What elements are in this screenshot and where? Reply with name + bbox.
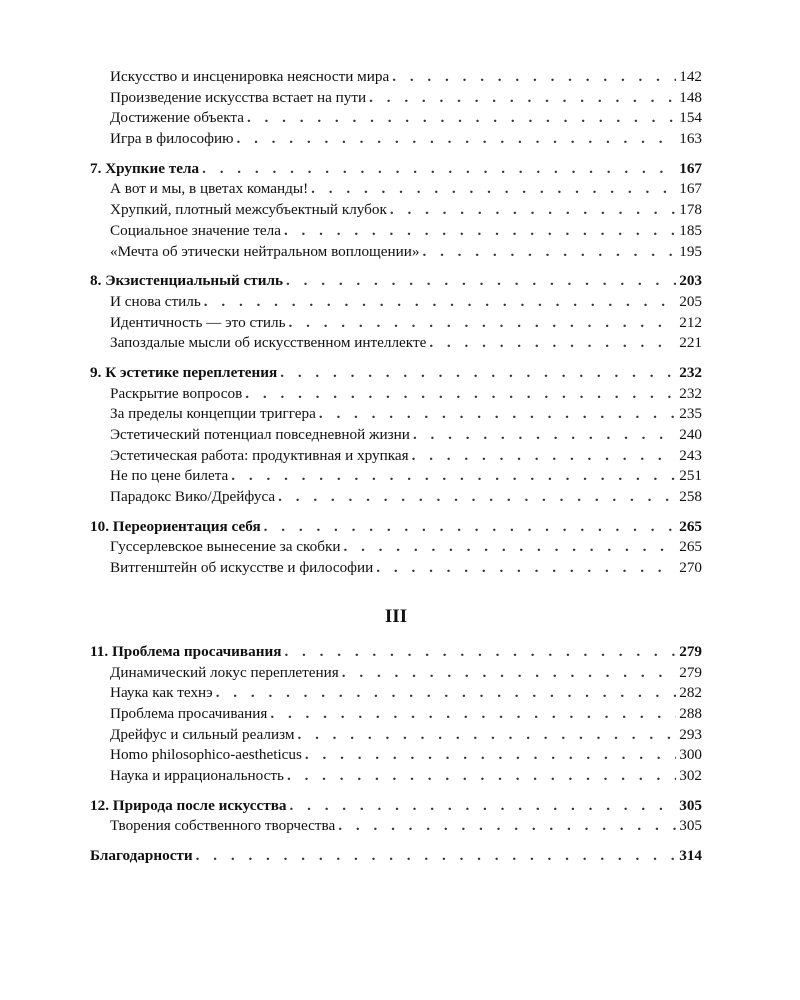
- toc-chapter-group: [90, 271, 702, 354]
- entry-title: Благодарности: [90, 847, 193, 864]
- dot-leader: [319, 404, 676, 425]
- toc-section-entry[interactable]: [90, 446, 702, 467]
- entry-title: Наука и иррациональность: [110, 766, 284, 784]
- entry-title: За пределы концепции триггера: [110, 405, 316, 423]
- toc-section-entry[interactable]: [90, 67, 702, 88]
- dot-leader: [342, 663, 676, 684]
- dot-leader: [196, 846, 677, 867]
- entry-page-number: 185: [679, 221, 702, 239]
- entry-page-number: 270: [679, 559, 702, 577]
- entry-page-number: 203: [679, 272, 702, 290]
- entry-title: «Мечта об этически нейтральном воплощении»: [110, 242, 420, 260]
- entry-page-number: 265: [679, 517, 702, 535]
- entry-page-number: 163: [679, 130, 702, 148]
- toc-section-entry[interactable]: [90, 384, 702, 405]
- dot-leader: [287, 766, 676, 787]
- entry-page-number: 221: [679, 334, 702, 352]
- toc-section-entry[interactable]: [90, 683, 702, 704]
- entry-page-number: 142: [679, 68, 702, 85]
- entry-title: 10. Переориентация себя: [90, 517, 261, 535]
- toc-section-entry[interactable]: [90, 88, 702, 109]
- dot-leader: [245, 384, 676, 405]
- entry-title: 8. Экзистенциальный стиль: [90, 272, 284, 290]
- dot-leader: [247, 108, 676, 129]
- part-heading: III: [384, 605, 408, 627]
- entry-title: Искусство и инсценировка неясности мира: [110, 68, 390, 85]
- entry-page-number: 235: [679, 405, 702, 423]
- toc-chapter-entry[interactable]: [90, 642, 702, 663]
- dot-leader: [280, 363, 676, 384]
- toc-chapter-entry[interactable]: [90, 796, 702, 817]
- entry-title: 7. Хрупкие тела: [90, 159, 200, 177]
- entry-title: Homo philosophico-aestheticus: [110, 746, 302, 764]
- dot-leader: [290, 796, 677, 817]
- entry-page-number: 205: [679, 292, 702, 310]
- toc-section-part-three: [90, 642, 702, 867]
- table-of-contents: [90, 67, 702, 876]
- toc-chapter-group: [90, 67, 702, 150]
- entry-page-number: 305: [679, 796, 702, 814]
- entry-title: И снова стиль: [110, 292, 201, 310]
- toc-section-entry[interactable]: [90, 292, 702, 313]
- toc-section-entry[interactable]: [90, 537, 702, 558]
- entry-title: Хрупкий, плотный межсубъектный клубок: [110, 201, 387, 219]
- dot-leader: [392, 67, 676, 88]
- toc-section-entry[interactable]: [90, 466, 702, 487]
- toc-chapter-group: [90, 846, 702, 867]
- toc-chapter-group: [90, 159, 702, 262]
- entry-page-number: 167: [679, 159, 702, 177]
- entry-page-number: 232: [679, 384, 702, 402]
- entry-page-number: 279: [679, 642, 702, 660]
- dot-leader: [390, 200, 676, 221]
- toc-section-entry[interactable]: [90, 663, 702, 684]
- dot-leader: [216, 683, 677, 704]
- toc-section-entry[interactable]: [90, 404, 702, 425]
- entry-title: Игра в философию: [110, 130, 234, 148]
- dot-leader: [343, 537, 676, 558]
- entry-title: 9. К эстетике переплетения: [90, 363, 278, 381]
- dot-leader: [369, 88, 676, 109]
- entry-page-number: 251: [679, 467, 702, 485]
- entry-page-number: 154: [679, 109, 702, 127]
- toc-chapter-group: [90, 642, 702, 787]
- dot-leader: [286, 271, 676, 292]
- toc-section-entry[interactable]: [90, 425, 702, 446]
- entry-title: Достижение объекта: [110, 109, 244, 127]
- entry-page-number: 212: [679, 313, 702, 331]
- toc-section-entry[interactable]: [90, 558, 702, 579]
- entry-title: 12. Природа после искусства: [90, 796, 287, 814]
- dot-leader: [284, 642, 676, 663]
- dot-leader: [429, 333, 676, 354]
- entry-page-number: 293: [679, 725, 702, 743]
- toc-chapter-entry[interactable]: [90, 846, 702, 867]
- entry-page-number: 178: [679, 201, 702, 219]
- entry-title: Гуссерлевское вынесение за скобки: [110, 538, 341, 556]
- entry-title: Социальное значение тела: [110, 221, 281, 239]
- entry-title: Парадокс Вико/Дрейфуса: [110, 488, 276, 506]
- toc-section-entry[interactable]: [90, 108, 702, 129]
- entry-page-number: 258: [679, 488, 702, 506]
- dot-leader: [204, 292, 676, 313]
- toc-section-entry[interactable]: [90, 745, 702, 766]
- dot-leader: [311, 179, 676, 200]
- entry-title: Витгенштейн об искусстве и философии: [110, 559, 374, 577]
- dot-leader: [270, 704, 676, 725]
- toc-section-entry[interactable]: [90, 200, 702, 221]
- entry-page-number: 232: [679, 363, 702, 381]
- toc-section-entry[interactable]: [90, 704, 702, 725]
- entry-page-number: 167: [679, 180, 702, 198]
- entry-title: Творения собственного творчества: [110, 817, 336, 835]
- entry-title: Эстетический потенциал повседневной жизни: [110, 426, 410, 443]
- entry-title: Не по цене билета: [110, 467, 229, 485]
- entry-page-number: 279: [679, 663, 702, 681]
- entry-page-number: 195: [679, 242, 702, 260]
- entry-page-number: 148: [679, 88, 702, 106]
- dot-leader: [231, 466, 676, 487]
- toc-section-entry[interactable]: [90, 725, 702, 746]
- toc-section-entry[interactable]: [90, 129, 702, 150]
- toc-chapter-entry[interactable]: [90, 517, 702, 538]
- entry-title: Наука как технэ: [110, 684, 213, 702]
- dot-leader: [422, 242, 676, 263]
- dot-leader: [338, 816, 676, 837]
- toc-chapter-group: [90, 363, 702, 508]
- dot-leader: [284, 221, 676, 242]
- dot-leader: [264, 517, 677, 538]
- toc-section-entry[interactable]: [90, 333, 702, 354]
- entry-title: Идентичность — это стиль: [110, 313, 286, 331]
- entry-page-number: 265: [679, 538, 702, 556]
- entry-title: Динамический локус переплетения: [110, 663, 339, 681]
- toc-section-entry[interactable]: [90, 313, 702, 334]
- entry-title: Проблема просачивания: [110, 704, 268, 722]
- dot-leader: [289, 313, 677, 334]
- dot-leader: [376, 558, 676, 579]
- toc-section-entry[interactable]: [90, 179, 702, 200]
- entry-page-number: 240: [679, 426, 702, 443]
- toc-section-part-two: [90, 67, 702, 579]
- toc-section-entry[interactable]: [90, 816, 702, 837]
- dot-leader: [305, 745, 676, 766]
- entry-page-number: 243: [679, 446, 702, 464]
- toc-chapter-entry[interactable]: [90, 159, 702, 180]
- dot-leader: [236, 129, 676, 150]
- entry-title: А вот и мы, в цветах команды!: [110, 180, 309, 198]
- entry-title: Дрейфус и сильный реализм: [110, 725, 295, 743]
- dot-leader: [413, 425, 676, 446]
- entry-title: Эстетическая работа: продуктивная и хрупкая: [110, 446, 409, 464]
- entry-page-number: 282: [679, 684, 702, 702]
- entry-page-number: 302: [679, 766, 702, 784]
- toc-chapter-group: [90, 517, 702, 579]
- entry-page-number: 300: [679, 746, 702, 764]
- dot-leader: [297, 725, 676, 746]
- entry-page-number: 288: [679, 704, 702, 722]
- toc-section-entry[interactable]: [90, 487, 702, 508]
- toc-section-entry[interactable]: [90, 242, 702, 263]
- dot-leader: [278, 487, 676, 508]
- dot-leader: [202, 159, 676, 180]
- toc-section-entry[interactable]: [90, 221, 702, 242]
- entry-title: Раскрытие вопросов: [110, 384, 243, 402]
- toc-chapter-entry[interactable]: [90, 363, 702, 384]
- toc-chapter-entry[interactable]: [90, 271, 702, 292]
- toc-chapter-group: [90, 796, 702, 837]
- entry-page-number: 305: [679, 817, 702, 835]
- entry-title: Запоздалые мысли об искусственном интеллекте: [110, 334, 427, 352]
- entry-page-number: 314: [679, 847, 702, 864]
- toc-section-entry[interactable]: [90, 766, 702, 787]
- dot-leader: [412, 446, 677, 467]
- entry-title: Произведение искусства встает на пути: [110, 88, 367, 106]
- entry-title: 11. Проблема просачивания: [90, 642, 282, 660]
